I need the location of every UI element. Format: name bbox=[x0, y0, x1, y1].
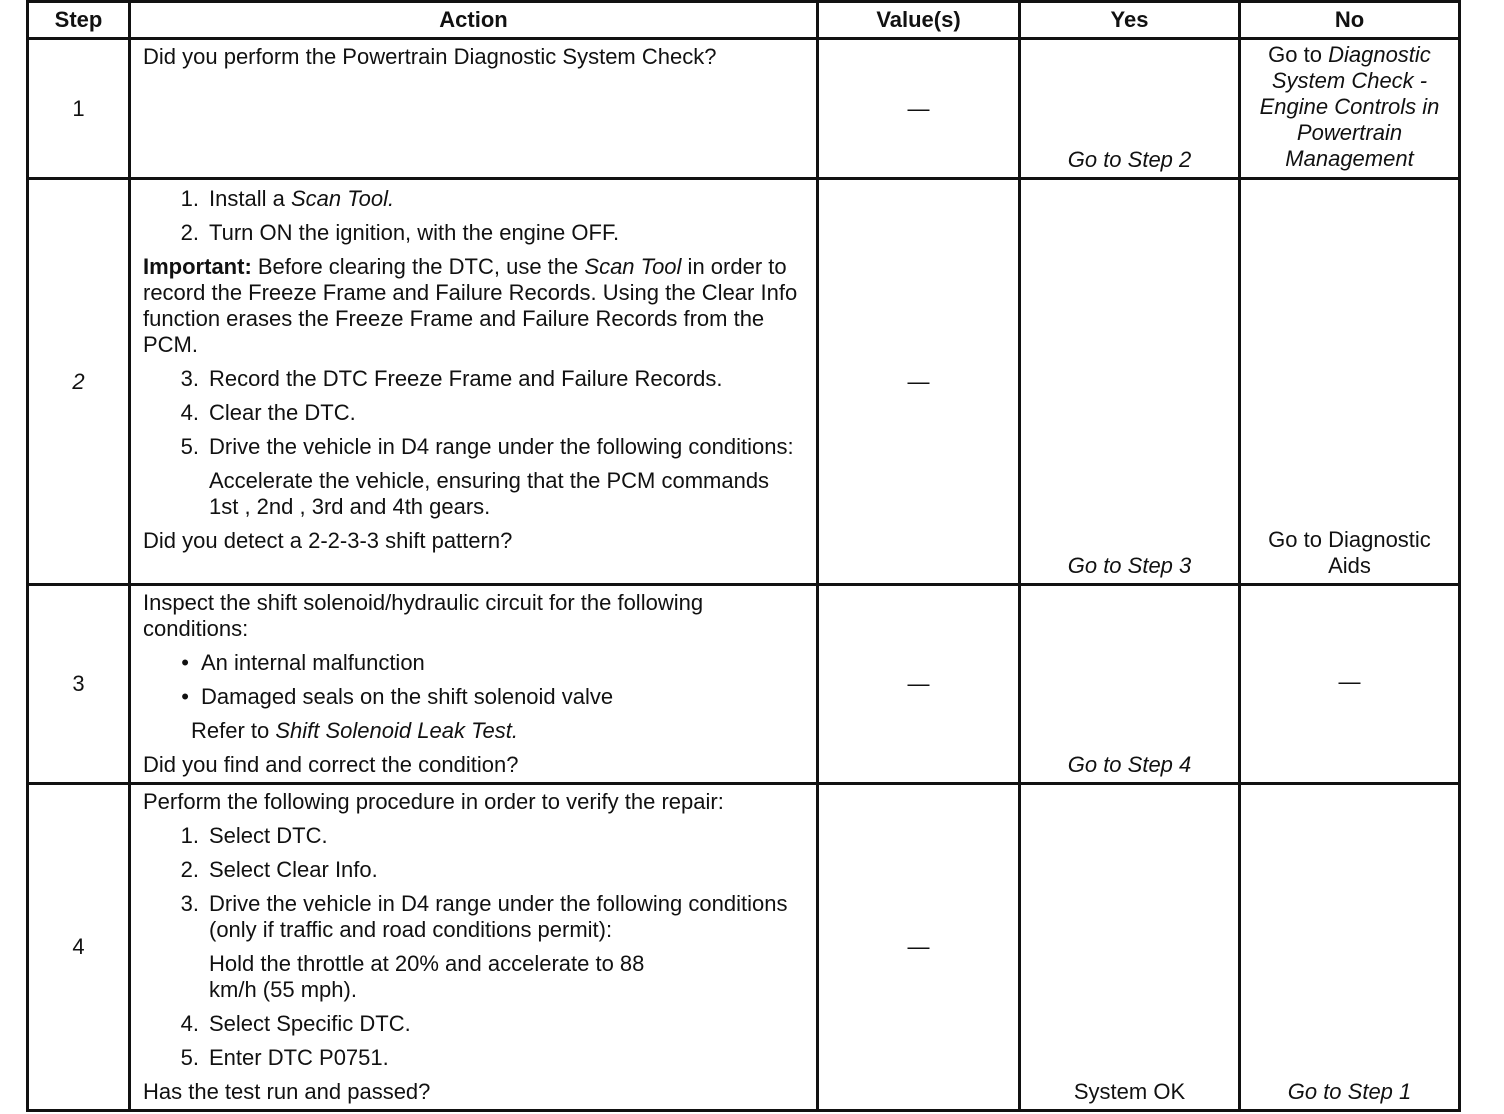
bullet-text: Damaged seals on the shift solenoid valve bbox=[201, 684, 614, 709]
action-intro: Inspect the shift solenoid/hydraulic circuit for the following conditions: bbox=[143, 590, 704, 641]
yes-cell: System OK bbox=[1020, 784, 1240, 1111]
action-cell bbox=[130, 179, 818, 585]
list-item bbox=[143, 366, 804, 392]
important-label: Important: bbox=[143, 254, 252, 279]
step-subnote: Accelerate the vehicle, ensuring that the PCM commands 1st , 2nd , 3rd and 4th gears. bbox=[209, 468, 770, 519]
action-question: Has the test run and passed? bbox=[143, 1079, 431, 1104]
list-item bbox=[143, 1045, 804, 1071]
list-item bbox=[143, 400, 804, 426]
yes-cell: Go to Step 3 bbox=[1020, 179, 1240, 585]
action-steps bbox=[143, 1011, 804, 1071]
step-item-text: Enter DTC P0751. bbox=[209, 1045, 389, 1070]
step-item-text: Drive the vehicle in D4 range under the following conditions: bbox=[209, 434, 794, 459]
header-yes: Yes bbox=[1020, 2, 1240, 39]
important-italic: Scan Tool bbox=[584, 254, 682, 279]
list-item bbox=[143, 220, 804, 246]
step-item-text: Select Specific DTC. bbox=[209, 1011, 411, 1036]
diagnostic-table bbox=[26, 0, 1461, 1112]
header-row bbox=[28, 2, 1460, 39]
step-subnote: Hold the throttle at 20% and accelerate to 88 km/h (55 mph). bbox=[209, 951, 645, 1002]
list-item bbox=[143, 1011, 804, 1037]
list-item bbox=[143, 650, 804, 676]
action-steps bbox=[143, 186, 804, 246]
no-cell: Go to Step 1 bbox=[1240, 784, 1460, 1111]
yes-cell: Go to Step 2 bbox=[1020, 39, 1240, 179]
value-cell: — bbox=[818, 39, 1020, 179]
step-item-number: 4. bbox=[180, 400, 199, 425]
step-item-text: Install a bbox=[209, 186, 291, 211]
list-item bbox=[143, 857, 804, 883]
value-cell: — bbox=[818, 784, 1020, 1111]
list-item bbox=[143, 434, 804, 460]
step-number: 3 bbox=[28, 585, 130, 784]
action-question: Did you detect a 2-2-3-3 shift pattern? bbox=[143, 528, 513, 553]
header-values: Value(s) bbox=[818, 2, 1020, 39]
list-item bbox=[143, 684, 804, 710]
step-item-number: 2. bbox=[180, 857, 199, 882]
list-item bbox=[143, 891, 804, 943]
step-item-number: 2. bbox=[180, 220, 199, 245]
step-item-text: Clear the DTC. bbox=[209, 400, 356, 425]
no-prefix: Go to bbox=[1268, 42, 1329, 67]
step-item-number: 4. bbox=[180, 1011, 199, 1036]
refer-prefix: Refer to bbox=[191, 718, 276, 743]
action-steps bbox=[143, 823, 804, 943]
condition-list bbox=[143, 650, 804, 710]
table-row bbox=[28, 179, 1460, 585]
bullet-icon: • bbox=[181, 650, 189, 675]
yes-cell: Go to Step 4 bbox=[1020, 585, 1240, 784]
important-text-end: in order to record the Freeze Frame and Failure Records. Using the Clear Info function erases the Freeze Frame and Failure Records from the PCM. bbox=[143, 254, 798, 357]
refer-link: Shift Solenoid Leak Test. bbox=[275, 718, 518, 743]
step-number: 4 bbox=[28, 784, 130, 1111]
header-step: Step bbox=[28, 2, 130, 39]
no-cell bbox=[1240, 39, 1460, 179]
header-no: No bbox=[1240, 2, 1460, 39]
action-question: Did you perform the Powertrain Diagnostic System Check? bbox=[143, 44, 717, 69]
list-item bbox=[143, 823, 804, 849]
important-note bbox=[143, 254, 804, 358]
step-item-number: 3. bbox=[180, 366, 199, 391]
step-item-italic: Scan Tool. bbox=[290, 186, 395, 211]
step-number: 1 bbox=[28, 39, 130, 179]
no-link: Diagnostic System Check - Engine Controls in Powertrain Management bbox=[1259, 42, 1440, 171]
action-question: Did you find and correct the condition? bbox=[143, 752, 519, 777]
action-intro: Perform the following procedure in order to verify the repair: bbox=[143, 789, 724, 814]
no-cell: Go to Diagnostic Aids bbox=[1240, 179, 1460, 585]
action-cell bbox=[130, 585, 818, 784]
table-row bbox=[28, 39, 1460, 179]
value-cell: — bbox=[818, 585, 1020, 784]
step-item-text: Select Clear Info. bbox=[209, 857, 378, 882]
step-number: 2 bbox=[28, 179, 130, 585]
table-row bbox=[28, 784, 1460, 1111]
value-cell: — bbox=[818, 179, 1020, 585]
header-action: Action bbox=[130, 2, 818, 39]
step-item-text: Turn ON the ignition, with the engine OFF. bbox=[209, 220, 620, 245]
refer-note bbox=[191, 718, 804, 744]
step-item-number: 1. bbox=[180, 186, 199, 211]
table-row bbox=[28, 585, 1460, 784]
step-item-text: Drive the vehicle in D4 range under the following conditions (only if traffic and road conditions permit): bbox=[209, 891, 788, 942]
action-cell bbox=[130, 784, 818, 1111]
action-cell bbox=[130, 39, 818, 179]
step-item-text: Select DTC. bbox=[209, 823, 328, 848]
diagnostic-table-sheet bbox=[26, 0, 1458, 1108]
step-item-text: Record the DTC Freeze Frame and Failure Records. bbox=[209, 366, 723, 391]
step-item-number: 5. bbox=[180, 434, 199, 459]
step-item-number: 3. bbox=[180, 891, 199, 916]
step-item-number: 1. bbox=[180, 823, 199, 848]
action-steps bbox=[143, 366, 804, 460]
list-item bbox=[143, 186, 804, 212]
important-text: Before clearing the DTC, use the bbox=[251, 254, 585, 279]
no-cell: — bbox=[1240, 585, 1460, 784]
bullet-icon: • bbox=[181, 684, 189, 709]
bullet-text: An internal malfunction bbox=[201, 650, 425, 675]
step-item-number: 5. bbox=[180, 1045, 199, 1070]
